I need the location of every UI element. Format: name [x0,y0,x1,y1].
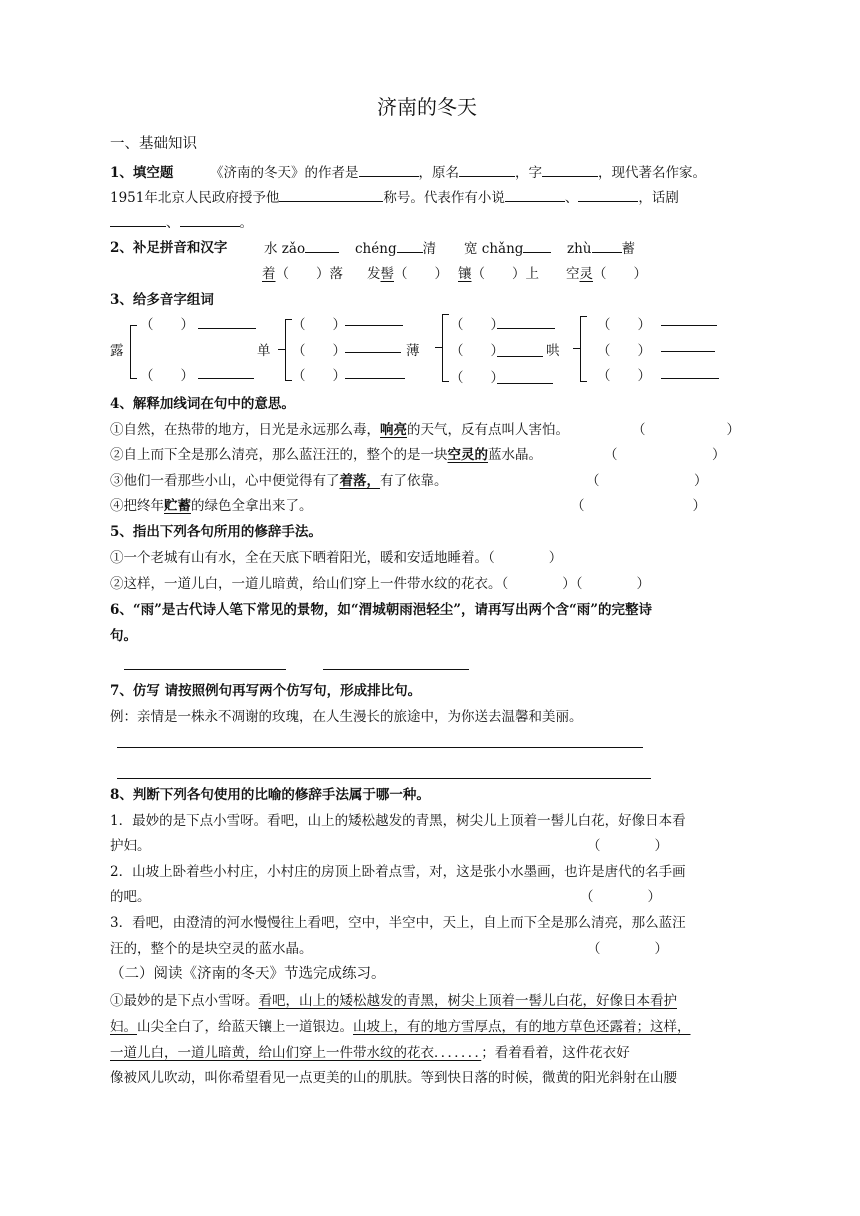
q4-s4-text-b: 的绿色全拿出来了。 [191,498,313,514]
paren-zhao: （ ）落 [275,266,343,282]
blank-honor-title[interactable] [279,187,383,202]
blank-hong-2[interactable] [661,351,715,352]
q4-s2-text-a: ②自上而下全是那么清亮，那么蓝汪汪的，整个的是一块 [110,447,448,463]
passage-l3-text: ；看着看着，这件花衣好 [481,1045,630,1061]
q8-s3-answer[interactable]: （ ） [587,941,668,957]
passage-line-3 [110,1043,630,1063]
q4-s4-answer[interactable]: （ ） [571,498,706,514]
blank-original-name[interactable] [459,162,515,177]
underlined-ji: 髻 [380,266,394,282]
blank-bo-2[interactable] [497,356,543,357]
paren-bo-3: （ ） [450,370,504,386]
polyphone-dan: 单 [257,343,271,359]
paren-ji: （ ） [394,266,448,282]
brace-hong [580,316,587,382]
blank-novel-2[interactable] [578,187,638,202]
blank-dan-2[interactable] [345,352,401,353]
char-item-3 [458,264,539,284]
q8-sentence-2-line-1: 2．山坡上卧着些小村庄，小村庄的房顶上卧着点雪，对，这是张小水墨画，也许是唐代的名手画 [110,864,686,880]
q4-sentence-4 [110,496,313,516]
q4-s3-keyword: 着落， [339,473,380,489]
paren-dan-3: （ ） [292,368,346,384]
pinyin-zhu: zhù [567,241,592,257]
passage-l2-underlined-a: 妇。 [110,1019,137,1035]
blank-dan-1[interactable] [345,325,403,326]
q4-s1-text-b: 的天气，反有点叫人害怕。 [407,422,569,438]
char-item-2 [367,264,448,284]
q1-text-a: 《济南的冬天》的作者是 [210,165,359,181]
blank-drama-1[interactable] [110,212,166,227]
q4-s4-keyword: 贮蓄 [164,498,191,514]
brace-lu [130,325,137,379]
paren-ling: （ ） [593,266,647,282]
q4-s2-keyword: 空灵的 [447,447,488,463]
q1-text-d: ，现代著名作家。 [598,165,706,181]
brace-dan-point [278,349,285,350]
paren-lu-1: （ ） [140,317,194,333]
paren-lu-2: （ ） [140,368,194,384]
paren-xiang: （ ）上 [471,266,539,282]
passage-l3-underlined: 一道儿白，一道儿暗黄，给山们穿上一件带水纹的花衣．．．．．．． [110,1045,482,1061]
question-4-label: 4、解释加线词在句中的意思。 [110,396,295,412]
underlined-ling: 灵 [579,266,593,282]
q4-sentence-1 [110,420,569,440]
paren-bo-1: （ ） [450,317,504,333]
q7-example: 例：亲情是一株永不凋谢的玫瑰，在人生漫长的旅途中，为你送去温馨和美丽。 [110,709,583,725]
question-6-line-2: 句。 [110,628,137,644]
question-1-line-1 [110,162,706,183]
blank-drama-2[interactable] [180,212,240,227]
q1-text-f: 称号。代表作有小说 [383,190,505,206]
q5-sentence-2: ②这样，一道儿白，一道儿暗黄，给山们穿上一件带水纹的花衣。（ ）（ ） [110,576,650,592]
char-item-4 [566,264,647,284]
pinyin-cheng: chéng [355,241,397,257]
brace-bo-point [435,347,442,348]
pinyin-zao: 水 zǎo [264,241,306,257]
q8-sentence-2-line-2: 的吧。 [110,889,151,905]
answer-line-imitation-2[interactable] [117,778,651,779]
blank-novel-1[interactable] [505,187,565,202]
q8-sentence-3-line-2: 汪的，整个的是块空灵的蓝水晶。 [110,941,313,957]
section-heading-reading: （二）阅读《济南的冬天》节选完成练习。 [110,966,386,982]
char-kong: 空 [566,266,580,282]
question-6-line-1: 6、“雨”是古代诗人笔下常见的景物，如“渭城朝雨浥轻尘”，请再写出两个含“雨”的完整诗 [110,602,652,618]
question-7-label: 7、仿写 请按照例句再写两个仿写句，形成排比句。 [110,683,422,699]
q1-text-h: ，话剧 [638,190,679,206]
blank-zao[interactable] [305,238,339,253]
paren-hong-1: （ ） [597,317,651,333]
q4-s1-answer[interactable]: （ ） [632,422,740,438]
pinyin-item-1 [264,238,339,259]
polyphone-hong: 哄 [546,343,560,359]
q8-sentence-1-line-2: 护妇。 [110,838,151,854]
q4-s2-text-b: 蓝水晶。 [488,447,542,463]
q4-s4-text-a: ④把终年 [110,498,164,514]
paren-dan-2: （ ） [292,343,346,359]
q1-text-b: ，原名 [418,165,459,181]
blank-courtesy-name[interactable] [542,162,598,177]
q1-text-c: ，字 [515,165,542,181]
question-1-line-2 [110,187,679,208]
question-5-label: 5、指出下列各句所用的修辞手法。 [110,524,322,540]
blank-dan-3[interactable] [345,378,405,379]
blank-zhu[interactable] [592,238,622,253]
q5-sentence-1: ①一个老城有山有水，全在天底下晒着阳光，暖和安适地睡着。（ ） [110,550,563,566]
blank-bo-3[interactable] [497,383,553,384]
passage-l1-text: ①最妙的是下点小雪呀。 [110,993,259,1009]
paren-hong-3: （ ） [597,368,651,384]
pinyin-chang: 宽 chǎng [464,241,524,257]
blank-hong-3[interactable] [661,378,719,379]
question-1-line-3 [110,212,253,233]
paren-hong-2: （ ） [597,343,651,359]
q4-s1-keyword: 响亮 [380,422,407,438]
q4-s3-text-a: ③他们一看那些小山，心中便觉得有了 [110,473,340,489]
blank-hong-1[interactable] [661,325,717,326]
char-xu: 蓄 [621,241,636,257]
brace-bo [442,314,449,382]
q4-s3-answer[interactable]: （ ） [586,473,708,489]
brace-dan [285,319,292,381]
q8-s2-answer[interactable]: （ ） [580,889,661,905]
q1-text-j: 。 [239,215,253,231]
char-fa: 发 [367,266,381,282]
pinyin-item-2 [355,238,436,259]
underlined-xiang: 镶 [458,266,472,282]
polyphone-lu: 露 [110,343,124,359]
polyphone-bo: 薄 [406,343,420,359]
question-2-label: 2、补足拼音和汉字 [110,240,228,256]
page-title: 济南的冬天 [377,95,477,119]
q4-s3-text-b: 有了依靠。 [380,473,448,489]
q1-text-i: 、 [166,215,180,231]
section-heading-basics: 一、基础知识 [110,136,197,152]
answer-line-poem-1[interactable] [124,669,286,670]
pinyin-item-3 [464,238,551,259]
passage-line-1 [110,991,677,1011]
paren-dan-1: （ ） [292,317,346,333]
paren-bo-2: （ ） [450,343,504,359]
q1-text-g: 、 [564,190,579,206]
q4-s2-answer[interactable]: （ ） [604,447,726,463]
q4-s1-text-a: ①自然，在热带的地方，日光是永远那么毒， [110,422,380,438]
question-3-label: 3、给多音字组词 [110,292,214,308]
passage-l2-underlined-b: 山坡上，有的地方雪厚点，有的地方草色还露着；这样， [353,1019,691,1035]
q8-sentence-1-line-1: 1．最妙的是下点小雪呀。看吧，山上的矮松越发的青黑，树尖儿上顶着一髻儿白花，好像日本看 [110,813,686,829]
question-8-label: 8、判断下列各句使用的比喻的修辞手法属于哪一种。 [110,787,430,803]
blank-chang[interactable] [523,238,551,253]
q4-sentence-2 [110,445,542,465]
blank-cheng[interactable] [397,238,423,253]
pinyin-item-4 [567,238,635,259]
passage-l2-text: 山尖全白了，给蓝天镶上一道银边。 [137,1019,353,1035]
q8-sentence-3-line-1: 3．看吧，由澄清的河水慢慢往上看吧，空中，半空中，天上，自上而下全是那么清亮，那么蓝汪 [110,915,686,931]
q8-s1-answer[interactable]: （ ） [587,838,668,854]
blank-lu-2[interactable] [198,378,254,379]
q4-sentence-3 [110,471,448,491]
q1-text-e: 1951年北京人民政府授予他 [110,190,280,206]
question-1-label: 1、填空题 [110,165,174,181]
char-item-1 [262,264,343,284]
brace-hong-point [573,348,580,349]
blank-bo-1[interactable] [497,328,555,329]
underlined-zhao: 着 [262,266,276,282]
passage-line-2 [110,1017,691,1037]
blank-lu-1[interactable] [198,328,256,329]
answer-line-imitation-1[interactable] [117,747,643,748]
passage-line-4: 像被风儿吹动，叫你希望看见一点更美的山的肌肤。等到快日落的时候，微黄的阳光斜射在山腰 [110,1070,677,1086]
passage-l1-underlined: 看吧，山上的矮松越发的青黑，树尖上顶着一髻儿白花，好像日本看护 [258,993,677,1009]
char-qing: 清 [422,241,437,257]
answer-line-poem-2[interactable] [323,669,469,670]
blank-author[interactable] [359,162,419,177]
